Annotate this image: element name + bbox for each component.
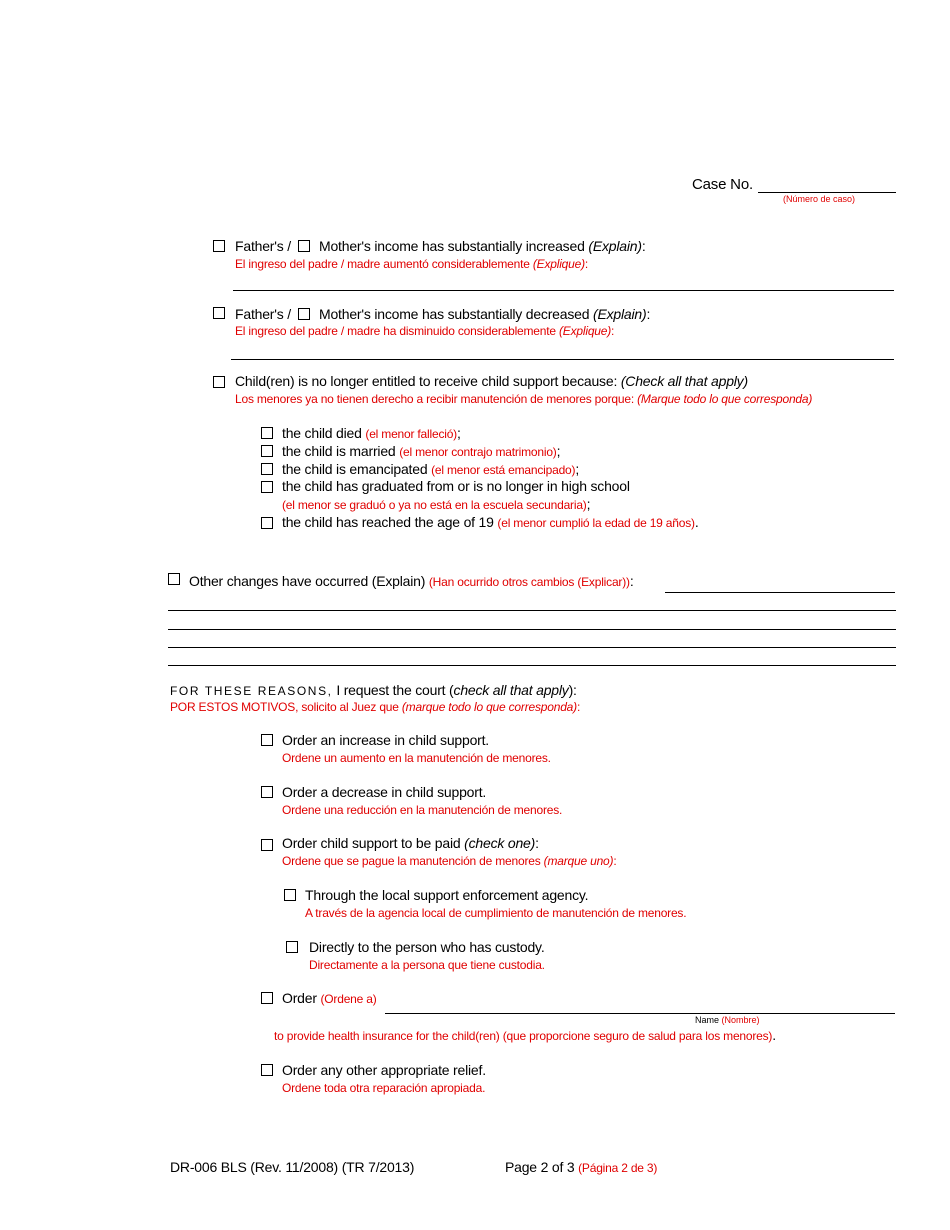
child-emancipated-checkbox[interactable] [261,463,273,475]
no-longer-entitled-text-es: Los menores ya no tienen derecho a recibir manutención de menores porque: (Marque todo lo que corresponda) [235,392,813,406]
order-paid-text: Order child support to be paid (check one): [282,835,539,851]
mother-decrease-checkbox[interactable] [298,308,310,320]
form-id: DR-006 BLS (Rev. 11/2008) (TR 7/2013) [170,1159,415,1175]
no-longer-entitled-text: Child(ren) is no longer entitled to receive child support because: (Check all that apply) [235,373,748,389]
name-label: Name (Nombre) [695,1015,760,1025]
order-increase-checkbox[interactable] [261,734,273,746]
reasons-heading-es: POR ESTOS MOTIVOS, solicito al Juez que (marque todo lo que corresponda): [170,700,581,714]
income-increase-text: Mother's income has substantially increased (Explain): [319,238,646,254]
child-married-option: the child is married (el menor contrajo matrimonio); [282,443,561,459]
order-paid-text-es: Ordene que se pague la manutención de menores (marque uno): [282,854,617,868]
direct-custody-text: Directly to the person who has custody. [309,939,545,955]
other-changes-text: Other changes have occurred (Explain) (Han ocurrido otros cambios (Explicar)): [189,573,634,589]
order-insurance-checkbox[interactable] [261,992,273,1004]
direct-custody-checkbox[interactable] [286,941,298,953]
other-changes-line-5[interactable] [168,665,896,666]
other-relief-text-es: Ordene toda otra reparación apropiada. [282,1081,486,1095]
order-decrease-text-es: Ordene una reducción en la manutención de menores. [282,803,563,817]
order-paid-checkbox[interactable] [261,839,273,851]
father-label: Father's / [235,306,291,322]
child-age-19-option: the child has reached the age of 19 (el menor cumplió la edad de 19 años). [282,514,699,530]
child-graduated-option: the child has graduated from or is no longer in high school [282,478,630,494]
other-relief-checkbox[interactable] [261,1064,273,1076]
agency-text: Through the local support enforcement agency. [305,887,589,903]
case-no-field[interactable] [758,192,896,193]
other-relief-text: Order any other appropriate relief. [282,1062,486,1078]
child-died-checkbox[interactable] [261,427,273,439]
order-increase-text-es: Ordene un aumento en la manutención de menores. [282,751,551,765]
child-graduated-checkbox[interactable] [261,481,273,493]
income-decrease-text-es: El ingreso del padre / madre ha disminuido considerablemente (Explique): [235,324,615,338]
income-increase-text-es: El ingreso del padre / madre aumentó considerablemente (Explique): [235,257,589,271]
agency-checkbox[interactable] [284,889,296,901]
insurance-name-line[interactable] [385,1013,895,1014]
child-emancipated-option: the child is emancipated (el menor está emancipado); [282,461,580,477]
other-changes-line-4[interactable] [168,647,896,648]
order-insurance-text: Order (Ordene a) [282,990,377,1006]
case-no-label: Case No. [692,176,753,193]
case-no-label-es: (Número de caso) [783,194,856,204]
father-label: Father's / [235,238,291,254]
other-changes-line-1[interactable] [665,592,895,593]
reasons-heading: FOR THESE REASONS, I request the court (check all that apply): [170,682,577,698]
page-number: Page 2 of 3 (Página 2 de 3) [505,1159,658,1175]
direct-custody-text-es: Directamente a la persona que tiene custodia. [309,958,545,972]
child-age-19-checkbox[interactable] [261,517,273,529]
other-changes-line-3[interactable] [168,629,896,630]
order-decrease-text: Order a decrease in child support. [282,784,487,800]
child-graduated-option-es: (el menor se graduó o ya no está en la escuela secundaria); [282,496,591,512]
father-decrease-checkbox[interactable] [213,307,225,319]
insurance-text-es: to provide health insurance for the child(ren) (que proporcione seguro de salud para los menores). [274,1027,776,1043]
father-increase-checkbox[interactable] [213,240,225,252]
agency-text-es: A través de la agencia local de cumplimiento de manutención de menores. [305,906,687,920]
income-decrease-text: Mother's income has substantially decreased (Explain): [319,306,651,322]
income-increase-explain-line[interactable] [233,290,894,291]
no-longer-entitled-checkbox[interactable] [213,376,225,388]
other-changes-line-2[interactable] [168,610,896,611]
order-increase-text: Order an increase in child support. [282,732,489,748]
other-changes-checkbox[interactable] [168,573,180,585]
child-married-checkbox[interactable] [261,445,273,457]
income-decrease-explain-line[interactable] [231,359,894,360]
order-decrease-checkbox[interactable] [261,786,273,798]
mother-increase-checkbox[interactable] [298,240,310,252]
child-died-option: the child died (el menor falleció); [282,425,461,441]
